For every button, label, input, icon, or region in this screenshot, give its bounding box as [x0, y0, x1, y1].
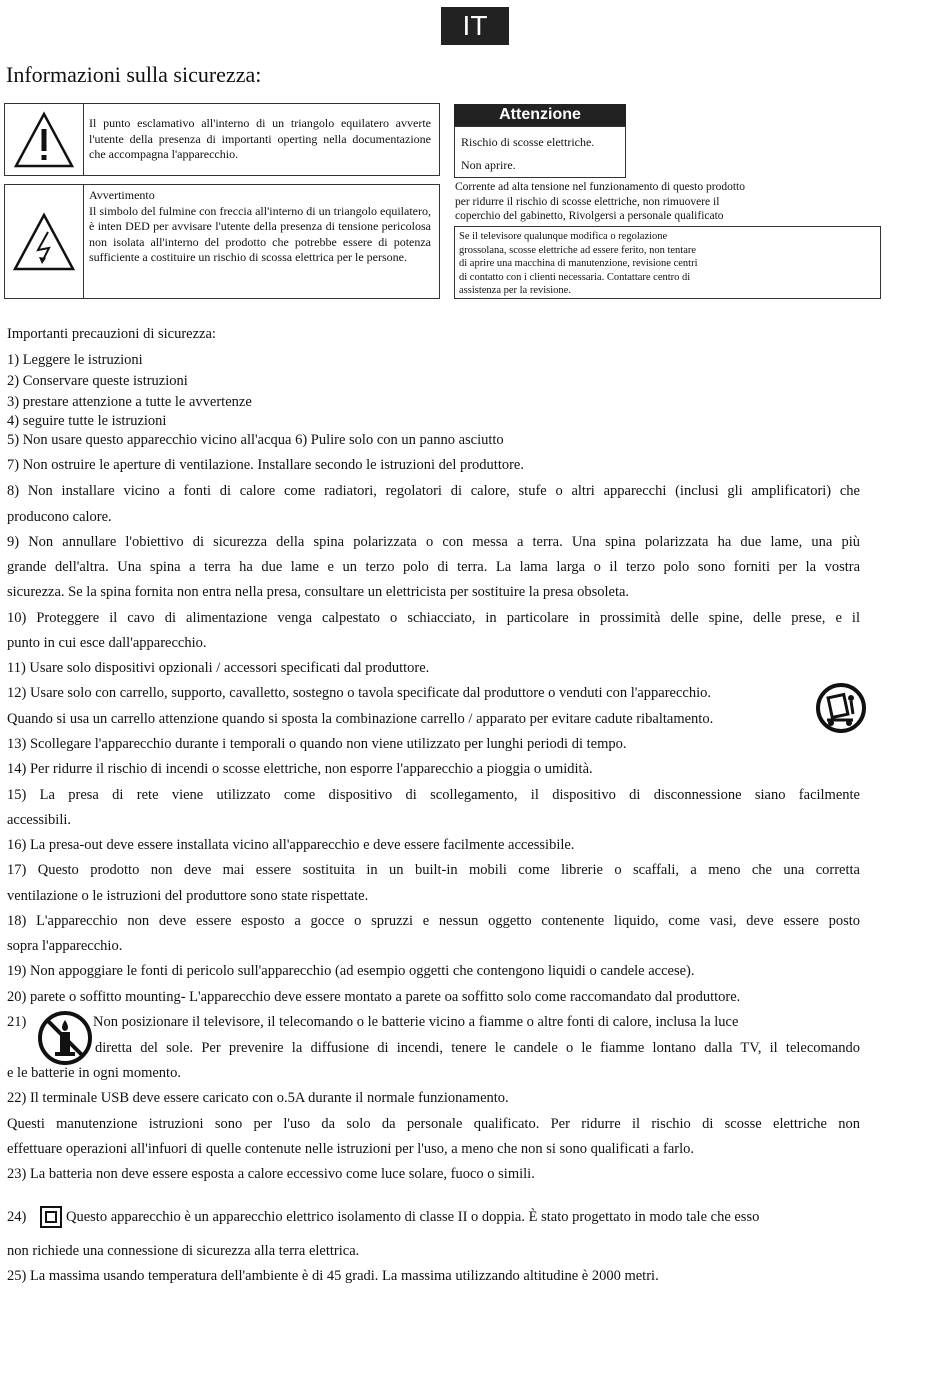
- precaution-line: 10) Proteggere il cavo di alimentazione venga calpestato o schiacciato, in particolare in prossimità delle spine, delle prese, e il: [7, 610, 860, 626]
- precaution-line: punto in cui esce dall'apparecchio.: [7, 635, 207, 651]
- tv-notice-box: [454, 226, 881, 299]
- lightning-warning-text-block: [89, 188, 431, 266]
- precaution-line: 23) La batteria non deve essere esposta a calore eccessivo come luce solare, fuoco o simili.: [7, 1166, 535, 1182]
- precaution-line: sicurezza. Se la spina fornita non entra nella presa, consultare un elettricista per sostituire la presa obsoleta.: [7, 584, 630, 600]
- precaution-line: producono calore.: [7, 509, 112, 525]
- precaution-line: 5) Non usare questo apparecchio vicino all'acqua 6) Pulire solo con un panno asciutto: [7, 432, 504, 448]
- precaution-line: Questi manutenzione istruzioni sono per l'uso da solo da personale qualificato. Per ridurre il rischio di scosse elettriche non: [7, 1116, 860, 1132]
- precaution-line: 3) prestare attenzione a tutte le avvertenze: [7, 394, 252, 410]
- attention-line-2: Non aprire.: [461, 158, 516, 172]
- no-candle-icon: [37, 1010, 93, 1071]
- precaution-line: 13) Scollegare l'apparecchio durante i temporali o quando non viene utilizzato per lunghi periodi di tempo.: [7, 736, 627, 752]
- exclamation-warning-box: [4, 103, 440, 176]
- tv-notice-line: Se il televisore qualunque modifica o regolazione: [459, 231, 668, 242]
- precaution-line: 25) La massima usando temperatura dell'ambiente è di 45 gradi. La massima utilizzando altitudine è 2000 metri.: [7, 1268, 659, 1284]
- precaution-line: 2) Conservare queste istruzioni: [7, 373, 188, 389]
- lightning-triangle-icon: [5, 185, 84, 298]
- precaution-line: 19) Non appoggiare le fonti di pericolo sull'apparecchio (ad esempio oggetti che contengono liquidi o candele accese).: [7, 963, 695, 979]
- precaution-line: accessibili.: [7, 812, 72, 828]
- precaution-line: ventilazione o le istruzioni del produttore sono state rispettate.: [7, 888, 369, 904]
- precaution-line: diretta del sole. Per prevenire la diffusione di incendi, tenere le candele o le fiamme lontano dalla TV, il telecomando: [95, 1040, 860, 1056]
- tv-notice-line: di aprire una macchina di manutenzione, revisione centri: [459, 258, 698, 269]
- precaution-line: 18) L'apparecchio non deve essere esposto a gocce o spruzzi e nessun oggetto contenente liquido, come vasi, deve essere posto: [7, 913, 860, 929]
- precaution-number: 21): [7, 1014, 27, 1030]
- precaution-line: 22) Il terminale USB deve essere caricato con o.5A durante il normale funzionamento.: [7, 1090, 509, 1106]
- precaution-line: 14) Per ridurre il rischio di incendi o scosse elettriche, non esporre l'apparecchio a pioggia o umidità.: [7, 761, 593, 777]
- precaution-line: sopra l'apparecchio.: [7, 938, 123, 954]
- precaution-line: 8) Non installare vicino a fonti di calore come radiatori, regolatori di calore, stufe o altri apparecchi (inclusi gli amplificatori) che: [7, 483, 860, 499]
- attention-box: [454, 126, 626, 178]
- high-voltage-line: per ridurre il rischio di scosse elettriche, non rimuovere il: [455, 195, 720, 208]
- precaution-line: 4) seguire tutte le istruzioni: [7, 413, 167, 429]
- precaution-line: 16) La presa-out deve essere installata vicino all'apparecchio e deve essere facilmente accessibile.: [7, 837, 575, 853]
- exclamation-warning-text: Il punto esclamativo all'interno di un triangolo equilatero avverte l'utente della presenza di importanti operting nella documentazione che accompagna l'apparecchio.: [89, 116, 431, 161]
- lightning-warning-text: Il simbolo del fulmine con freccia all'interno di un triangolo equilatero, è inten DED per avvisare l'utente della presenza di tensione pericolosa non isolata all'interno del prodotto che potrebbe essere di potenza sufficiente a costituire un rischio di scossa elettrica per le persone.: [89, 203, 431, 264]
- precaution-line: 20) parete o soffitto mounting- L'apparecchio deve essere montato a parete oa soffitto solo come raccomandato dal produttore.: [7, 989, 741, 1005]
- precaution-line: Questo apparecchio è un apparecchio elettrico isolamento di classe II o doppia. È stato progettato in modo tale che esso: [66, 1209, 760, 1225]
- precaution-line: effettuare operazioni all'infuori di quelle contenute nelle istruzioni per l'uso, a meno che non si sono qualificati a farlo.: [7, 1141, 695, 1157]
- precaution-line: 1) Leggere le istruzioni: [7, 352, 143, 368]
- precaution-line: 11) Usare solo dispositivi opzionali / accessori specificati dal produttore.: [7, 660, 430, 676]
- precaution-line: 12) Usare solo con carrello, supporto, cavalletto, sostegno o tavola specificate dal produttore o venduti con l'apparecchio.: [7, 685, 712, 701]
- attention-header: Attenzione: [454, 104, 626, 126]
- lightning-warning-box: [4, 184, 440, 299]
- tv-notice-line: assistenza per la revisione.: [459, 285, 571, 296]
- precautions-heading: Importanti precauzioni di sicurezza:: [7, 326, 216, 342]
- precaution-number: 24): [7, 1209, 27, 1225]
- tv-notice-line: di contatto con i clienti necessaria. Contattare centro di: [459, 271, 691, 283]
- precaution-line: e le batterie in ogni momento.: [7, 1065, 181, 1081]
- high-voltage-line: coperchio del gabinetto, Rivolgersi a personale qualificato: [455, 210, 724, 222]
- precaution-line: 15) La presa di rete viene utilizzato come dispositivo di scollegamento, il dispositivo di disconnessione siano facilmente: [7, 787, 860, 803]
- precaution-line: grande dell'altra. Una spina a terra ha due lame e un terzo polo di terra. La lama larga o il terzo polo sono forniti per la vostra: [7, 559, 860, 575]
- tv-notice-line: grossolana, scosse elettriche ad essere ferito, non tentare: [459, 244, 697, 256]
- precaution-line: Non posizionare il televisore, il telecomando o le batterie vicino a fiamme o altre fonti di calore, inclusa la luce: [93, 1014, 739, 1030]
- precaution-line: non richiede una connessione di sicurezza alla terra elettrica.: [7, 1243, 360, 1259]
- attention-line-1: Rischio di scosse elettriche.: [461, 135, 595, 149]
- precaution-line: Quando si usa un carrello attenzione quando si sposta la combinazione carrello / apparato per evitare cadute ribaltamento.: [7, 711, 714, 727]
- exclamation-triangle-icon: [5, 104, 84, 175]
- page-title: Informazioni sulla sicurezza:: [6, 62, 262, 87]
- high-voltage-text: [455, 180, 875, 224]
- precaution-line: 17) Questo prodotto non deve mai essere sostituita in un built-in mobili come librerie o scaffali, a meno che una corretta: [7, 862, 860, 878]
- high-voltage-line: Corrente ad alta tensione nel funzionamento di questo prodotto: [455, 181, 745, 193]
- lightning-warning-title: Avvertimento: [89, 188, 155, 202]
- language-badge: IT: [441, 7, 509, 45]
- class-ii-double-square-icon: [40, 1206, 62, 1233]
- cart-tipover-icon: [815, 682, 867, 739]
- precaution-line: 9) Non annullare l'obiettivo di sicurezza della spina polarizzata o con messa a terra. Una spina polarizzata ha due lame, una più: [7, 534, 860, 550]
- precaution-line: 7) Non ostruire le aperture di ventilazione. Installare secondo le istruzioni del produttore.: [7, 457, 524, 473]
